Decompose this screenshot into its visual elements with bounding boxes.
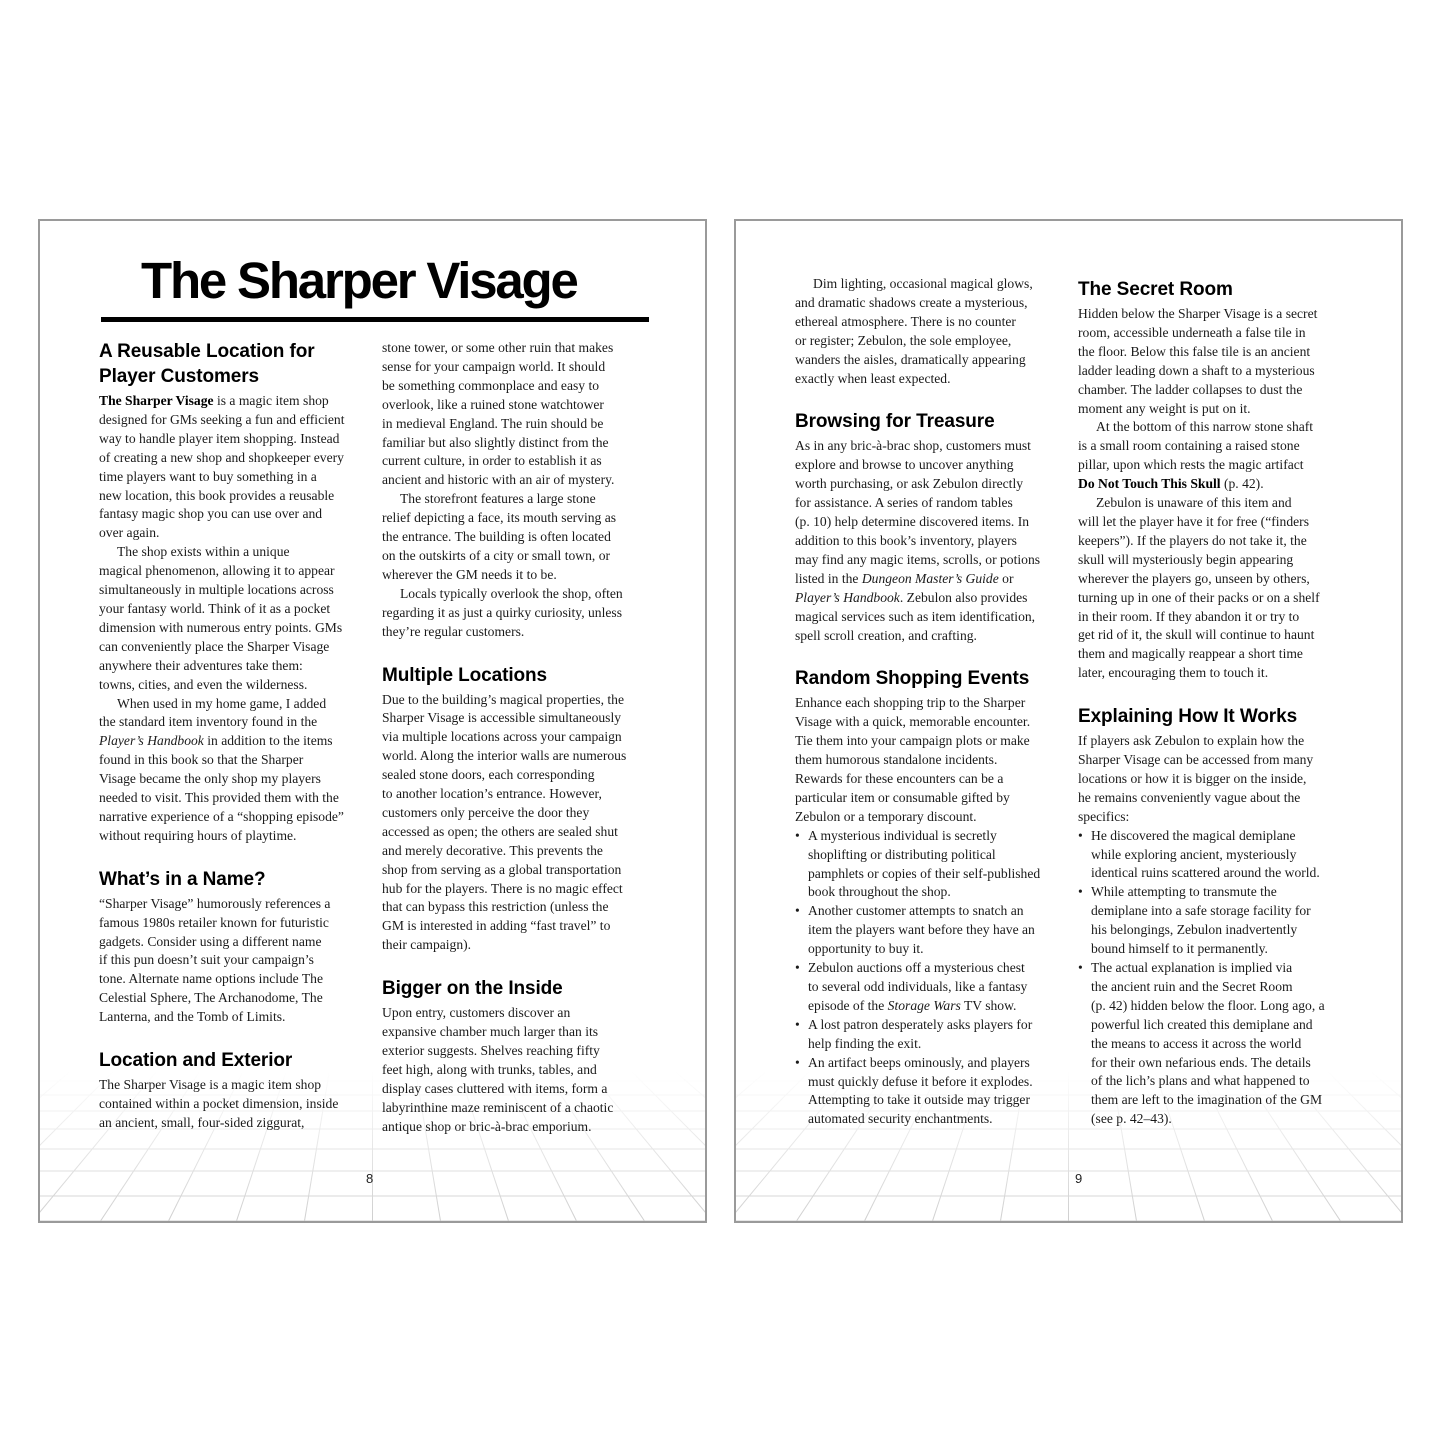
text-line: relief depicting a face, its mouth serving as xyxy=(382,510,617,526)
paragraph xyxy=(1078,732,1353,827)
section-heading xyxy=(795,666,1070,691)
text-line: episode of the Storage Wars TV show. xyxy=(808,997,1017,1013)
text-line: Sharper Visage can be accessed from many xyxy=(1078,752,1314,768)
heading-line: A Reusable Location for xyxy=(99,341,315,362)
section-heading xyxy=(99,867,374,892)
text-line: new location, this book provides a reusable xyxy=(99,487,335,503)
text-line: The Sharper Visage is a magic item shop xyxy=(99,1077,322,1093)
grid-line xyxy=(1370,1071,1401,1221)
text-line: wanders the aisles, dramatically appearing xyxy=(795,351,1026,367)
text-line: ancient and historic with an air of mystery. xyxy=(382,472,615,488)
paragraph xyxy=(1078,305,1353,418)
text-line: sealed stone doors, each corresponding xyxy=(382,767,595,783)
text-line: in their room. If they abandon it or try to xyxy=(1078,608,1300,624)
text-line: Attempting to take it outside may trigger xyxy=(808,1092,1030,1108)
text-line: of the lich’s plans and what happened to xyxy=(1091,1073,1310,1089)
text-line: wherever the players go, unseen by others, xyxy=(1078,570,1310,586)
paragraph xyxy=(795,275,1070,388)
heading-line: Browsing for Treasure xyxy=(795,411,995,433)
text-line: via multiple locations across your campaign xyxy=(382,729,622,745)
section-heading xyxy=(99,1048,374,1073)
text-line: specifics: xyxy=(1078,808,1130,824)
text-line: exterior suggests. Shelves reaching fifty xyxy=(382,1043,600,1058)
paragraph xyxy=(795,694,1070,826)
text-line: spell scroll creation, and crafting. xyxy=(795,627,977,643)
bullet-item xyxy=(1078,883,1353,959)
heading-line: Location and Exterior xyxy=(99,1050,293,1072)
bullet-item xyxy=(795,827,1070,903)
text-line: to another location’s entrance. However, xyxy=(382,786,602,802)
text-line: addition to this book’s inventory, players xyxy=(795,532,1017,548)
text-line: pamphlets or copies of their self-published xyxy=(808,865,1041,881)
paragraph xyxy=(99,543,374,694)
text-line: familiar but also slightly distinct from the xyxy=(382,434,609,450)
text-line: anywhere their adventures take them: xyxy=(99,657,303,673)
heading-line: Explaining How It Works xyxy=(1078,706,1298,728)
bullet-icon: • xyxy=(795,1054,800,1070)
section-heading xyxy=(1078,704,1353,729)
text-line: their campaign). xyxy=(382,937,472,953)
page-number: 9 xyxy=(1075,1171,1083,1186)
bullet-icon: • xyxy=(795,903,800,919)
text-line: magical phenomenon, allowing it to appear xyxy=(99,563,335,579)
text-line: If players ask Zebulon to explain how the xyxy=(1078,733,1305,749)
page-title: The Sharper Visage xyxy=(141,252,577,309)
text-line: tone. Alternate name options include The xyxy=(99,971,323,987)
bullet-icon: • xyxy=(795,960,800,976)
text-line: The shop exists within a unique xyxy=(117,544,290,560)
bullet-item xyxy=(795,1016,1070,1054)
paragraph xyxy=(99,1076,374,1133)
text-line: opportunity to buy it. xyxy=(808,941,924,957)
text-line: “Sharper Visage” humorously references a xyxy=(99,895,331,911)
text-line: worth purchasing, or ask Zebulon directly xyxy=(795,476,1024,492)
text-line: and dramatic shadows create a mysterious, xyxy=(795,294,1028,310)
text-line: shoplifting or distributing political xyxy=(808,846,996,862)
text-line: Player’s Handbook in addition to the items xyxy=(99,733,333,749)
text-line: feet high, along with trunks, tables, and xyxy=(382,1061,597,1077)
text-line: turning up in one of their packs or on a shelf xyxy=(1078,589,1320,605)
text-line: expansive chamber much larger than its xyxy=(382,1024,599,1040)
text-line: designed for GMs seeking a fun and efficient xyxy=(99,411,345,427)
text-line: At the bottom of this narrow stone shaft xyxy=(1096,419,1314,435)
heading-line: Bigger on the Inside xyxy=(382,978,563,1000)
text-line: for their own nefarious ends. The details xyxy=(1091,1054,1311,1070)
bullet-item xyxy=(1078,959,1353,1129)
text-line: antique shop or bric-à-brac emporium. xyxy=(382,1118,592,1134)
text-line: A lost patron desperately asks players for xyxy=(808,1016,1033,1032)
text-line: or register; Zebulon, the sole employee, xyxy=(795,332,1012,348)
text-line: Zebulon or a temporary discount. xyxy=(795,808,977,824)
text-line: Upon entry, customers discover an xyxy=(382,1005,571,1021)
text-line: and merely decorative. This prevents the xyxy=(382,842,603,858)
text-line: towns, cities, and even the wilderness. xyxy=(99,676,308,692)
text-line: labyrinthine maze reminiscent of a chaotic xyxy=(382,1099,614,1115)
text-line: Locals typically overlook the shop, often xyxy=(400,585,623,601)
paragraph xyxy=(1078,494,1353,683)
text-line: demiplane into a safe storage facility for xyxy=(1091,903,1311,919)
text-line: While attempting to transmute the xyxy=(1091,884,1277,900)
paragraph xyxy=(99,895,374,1027)
bullet-item xyxy=(1078,827,1353,884)
paragraph xyxy=(382,1004,657,1136)
paragraph xyxy=(382,691,657,956)
text-line: help finding the exit. xyxy=(808,1035,922,1051)
text-line: fantasy magic shop you can use over and xyxy=(99,506,323,522)
text-line: moment any weight is put on it. xyxy=(1078,400,1251,416)
text-line: Do Not Touch This Skull (p. 42). xyxy=(1078,476,1264,492)
text-line: needed to visit. This provided them with the xyxy=(99,790,339,806)
text-line: get rid of it, the skull will continue to haunt xyxy=(1078,627,1315,643)
text-line: famous 1980s retailer known for futuristic xyxy=(99,914,329,930)
text-line: (p. 10) help determine discovered items. In xyxy=(795,514,1030,530)
text-line: Due to the building’s magical properties, the xyxy=(382,691,624,707)
text-line: simultaneously in multiple locations across xyxy=(99,582,334,598)
text-line: gadgets. Consider using a different name xyxy=(99,933,322,949)
text-line: dimension with numerous entry points. GMs xyxy=(99,619,343,635)
text-line: GM is interested in adding “fast travel” to xyxy=(382,918,611,934)
section-heading xyxy=(382,663,657,688)
text-line: keepers”). If the players do not take it, the xyxy=(1078,532,1307,548)
text-line: Another customer attempts to snatch an xyxy=(808,903,1024,919)
text-line: regarding it as just a quirky curiosity, unless xyxy=(382,604,622,620)
text-line: identical ruins scattered around the world. xyxy=(1091,865,1320,881)
text-line: them are left to the imagination of the GM xyxy=(1091,1092,1323,1108)
paragraph xyxy=(382,339,657,490)
text-line: Enhance each shopping trip to the Sharper xyxy=(795,695,1026,711)
text-line: to several odd individuals, like a fantasy xyxy=(808,979,1028,994)
text-line: stone tower, or some other ruin that makes xyxy=(382,340,614,355)
text-line: Zebulon is unaware of this item and xyxy=(1096,495,1292,511)
text-line: them and magically reappear a short time xyxy=(1078,646,1303,662)
text-line: on the outskirts of a city or small town, or xyxy=(382,547,611,563)
text-line: magical services such as item identification, xyxy=(795,608,1036,624)
heading-line: The Secret Room xyxy=(1078,279,1233,300)
text-line: ladder leading down a shaft to a mysterious xyxy=(1078,362,1315,378)
text-line: As in any bric-à-brac shop, customers must xyxy=(795,438,1031,454)
text-line: is a small room containing a raised stone xyxy=(1078,438,1300,454)
text-line: skull will mysteriously begin appearing xyxy=(1078,551,1294,567)
text-line: your fantasy world. Think of it as a pocket xyxy=(99,600,331,616)
heading-line: Player Customers xyxy=(99,366,259,387)
text-line: way to handle player item shopping. Instead xyxy=(99,430,340,446)
left-page xyxy=(38,219,707,1223)
text-line: pillar, upon which rests the magic artifact xyxy=(1078,457,1304,473)
text-line: When used in my home game, I added xyxy=(117,695,327,711)
text-line: overlook, like a ruined stone watchtower xyxy=(382,396,604,412)
text-line: the standard item inventory found in the xyxy=(99,714,318,730)
title-underline xyxy=(101,317,649,322)
text-line: accessed as open; the others are sealed shut xyxy=(382,823,618,839)
text-line: automated security enchantments. xyxy=(808,1111,993,1127)
text-line: world. Along the interior walls are numerous xyxy=(382,748,627,764)
text-line: Zebulon auctions off a mysterious chest xyxy=(808,960,1025,976)
text-line: the ancient ruin and the Secret Room xyxy=(1091,978,1293,994)
text-line: they’re regular customers. xyxy=(382,623,525,639)
text-line: exactly when least expected. xyxy=(795,370,951,386)
text-line: (p. 42) hidden below the floor. Long ago, a xyxy=(1091,997,1325,1013)
section-heading xyxy=(382,976,657,1001)
text-line: Tie them into your campaign plots or make xyxy=(795,733,1030,749)
text-line: later, encouraging them to touch it. xyxy=(1078,665,1269,681)
text-line: Hidden below the Sharper Visage is a secret xyxy=(1078,306,1318,321)
text-line: chamber. The ladder collapses to dust the xyxy=(1078,381,1303,397)
text-line: locations or how it is bigger on the inside, xyxy=(1078,770,1307,786)
bullet-item xyxy=(795,1054,1070,1130)
left-page-column-2 xyxy=(382,339,657,1137)
text-line: that can bypass this restriction (unless the xyxy=(382,899,609,915)
text-line: ethereal atmosphere. There is no counter xyxy=(795,313,1016,329)
grid-line xyxy=(40,1071,71,1221)
text-line: will let the player have it for free (“finders xyxy=(1078,513,1309,529)
text-line: he remains conveniently vague about the xyxy=(1078,789,1301,805)
paragraph xyxy=(99,392,374,543)
text-line: listed in the Dungeon Master’s Guide or xyxy=(795,570,1014,586)
section-heading xyxy=(1078,277,1353,302)
text-line: must quickly defuse it before it explodes. xyxy=(808,1073,1033,1089)
paragraph xyxy=(795,437,1070,645)
text-line: while exploring ancient, mysteriously xyxy=(1091,846,1297,862)
text-line: powerful lich created this demiplane and xyxy=(1091,1016,1313,1032)
text-line: Celestial Sphere, The Archanodome, The xyxy=(99,990,323,1006)
text-line: shop from serving as a global transportation xyxy=(382,861,622,877)
text-line: explore and browse to uncover anything xyxy=(795,457,1014,473)
text-line: item the players want before they have an xyxy=(808,922,1035,938)
right-page xyxy=(734,219,1403,1223)
grid-line xyxy=(736,1071,767,1221)
text-line: for assistance. A series of random tables xyxy=(795,495,1013,511)
text-line: Sharper Visage is accessible simultaneously xyxy=(382,710,622,726)
text-line: time players want to buy something in a xyxy=(99,468,317,484)
bullet-item xyxy=(795,902,1070,959)
heading-line: Random Shopping Events xyxy=(795,668,1030,690)
text-line: without requiring hours of playtime. xyxy=(99,827,297,843)
paragraph xyxy=(99,695,374,846)
text-line: bound himself to it permanently. xyxy=(1091,941,1268,957)
text-line: current culture, in order to establish it as xyxy=(382,453,602,469)
bullet-icon: • xyxy=(1078,884,1083,900)
heading-line: Multiple Locations xyxy=(382,664,547,686)
right-page-column-2 xyxy=(1078,277,1353,1129)
section-heading xyxy=(795,409,1070,434)
paragraph xyxy=(1078,418,1353,494)
text-line: The storefront features a large stone xyxy=(400,491,596,507)
text-line: display cases cluttered with items, form a xyxy=(382,1080,608,1096)
text-line: Lanterna, and the Tomb of Limits. xyxy=(99,1009,286,1025)
text-line: of creating a new shop and shopkeeper every xyxy=(99,449,344,465)
text-line: in medieval England. The ruin should be xyxy=(382,415,604,431)
text-line: (see p. 42–43). xyxy=(1091,1111,1172,1127)
grid-line xyxy=(674,1071,705,1221)
text-line: Rewards for these encounters can be a xyxy=(795,771,1004,787)
text-line: Visage with a quick, memorable encounter. xyxy=(795,714,1031,730)
text-line: over again. xyxy=(99,525,160,541)
text-line: A mysterious individual is secretly xyxy=(808,827,997,843)
text-line: be something commonplace and easy to xyxy=(382,377,600,393)
text-line: The Sharper Visage is a magic item shop xyxy=(99,393,329,408)
bullet-item xyxy=(795,959,1070,1016)
right-page-column-1 xyxy=(795,275,1070,1129)
text-line: his belongings, Zebulon inadvertently xyxy=(1091,922,1298,938)
text-line: may find any magic items, scrolls, or potions xyxy=(795,551,1041,567)
paragraph xyxy=(382,490,657,585)
text-line: Dim lighting, occasional magical glows, xyxy=(813,276,1033,291)
text-line: book throughout the shop. xyxy=(808,884,951,900)
text-line: the floor. Below this false tile is an ancient xyxy=(1078,343,1311,359)
paragraph xyxy=(382,585,657,642)
text-line: customers only perceive the door they xyxy=(382,804,590,820)
bullet-icon: • xyxy=(795,827,800,843)
text-line: narrative experience of a “shopping episode” xyxy=(99,808,344,824)
section-heading xyxy=(99,339,374,389)
text-line: room, accessible underneath a false tile in xyxy=(1078,324,1306,340)
text-line: hub for the players. There is no magic effect xyxy=(382,880,623,896)
text-line: can conveniently place the Sharper Visage xyxy=(99,638,330,654)
text-line: the means to access it across the world xyxy=(1091,1035,1302,1051)
text-line: sense for your campaign world. It should xyxy=(382,358,606,374)
heading-line: What’s in a Name? xyxy=(99,868,266,890)
page-number: 8 xyxy=(366,1171,374,1186)
text-line: He discovered the magical demiplane xyxy=(1091,827,1296,843)
bullet-icon: • xyxy=(1078,827,1083,843)
text-line: particular item or consumable gifted by xyxy=(795,789,1010,805)
text-line: found in this book so that the Sharper xyxy=(99,752,304,768)
text-line: The actual explanation is implied via xyxy=(1091,960,1293,975)
text-line: An artifact beeps ominously, and players xyxy=(808,1054,1030,1070)
text-line: an ancient, small, four-sided ziggurat, xyxy=(99,1114,305,1130)
text-line: Player’s Handbook. Zebulon also provides xyxy=(795,589,1028,605)
bullet-icon: • xyxy=(1078,960,1083,975)
text-line: if this pun doesn’t suit your campaign’s xyxy=(99,952,314,968)
text-line: Visage became the only shop my players xyxy=(99,771,321,787)
left-page-column-1 xyxy=(99,339,374,1133)
text-line: the entrance. The building is often located xyxy=(382,529,611,545)
text-line: them humorous standalone incidents. xyxy=(795,752,998,768)
text-line: contained within a pocket dimension, inside xyxy=(99,1096,339,1111)
text-line: wherever the GM needs it to be. xyxy=(382,566,557,582)
bullet-icon: • xyxy=(795,1016,800,1032)
